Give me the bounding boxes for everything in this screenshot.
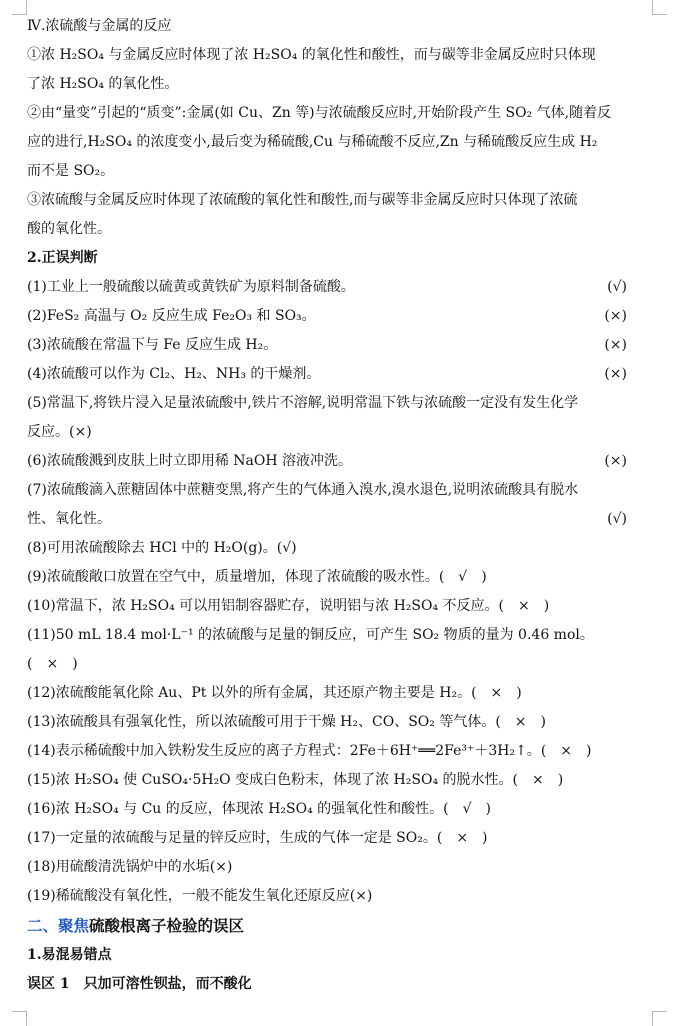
answer-mark: (√) — [607, 279, 627, 295]
line-text: (17)一定量的浓硫酸与足量的锌反应时，生成的气体一定是 SO₂。( × ) — [27, 830, 488, 846]
text-line — [27, 766, 627, 795]
text-line — [27, 273, 627, 302]
text-line — [27, 795, 627, 824]
line-text: (16)浓 H₂SO₄ 与 Cu 的反应，体现浓 H₂SO₄ 的强氧化性和酸性。( √ ) — [27, 801, 492, 817]
line-text: 2.正误判断 — [27, 250, 98, 266]
text-line — [27, 41, 627, 70]
sub-heading: 1.易混易错点 — [27, 947, 112, 963]
line-text: (12)浓硫酸能氧化除 Au、Pt 以外的所有金属，其还原产物主要是 H₂。( × ) — [27, 685, 522, 701]
line-text: 了浓 H₂SO₄ 的氧化性。 — [27, 76, 179, 92]
text-line — [27, 650, 627, 679]
text-line — [27, 505, 627, 534]
line-text: (3)浓硫酸在常温下与 Fe 反应生成 H₂。 — [27, 337, 278, 353]
line-text: 酸的氧化性。 — [27, 221, 111, 237]
crop-mark-top-left — [12, 0, 27, 15]
line-text: (10)常温下，浓 H₂SO₄ 可以用铝制容器贮存，说明铝与浓 H₂SO₄ 不反应。( × ) — [27, 598, 550, 614]
line-text: ( × ) — [27, 656, 78, 672]
text-line — [27, 534, 627, 563]
answer-mark: (×) — [604, 366, 627, 382]
line-text: Ⅳ.浓硫酸与金属的反应 — [27, 18, 172, 34]
text-line — [27, 70, 627, 99]
text-line — [27, 389, 627, 418]
line-text: (1)工业上一般硫酸以硫黄或黄铁矿为原料制备硫酸。 — [27, 279, 355, 295]
line-text: 应的进行,H₂SO₄ 的浓度变小,最后变为稀硫酸,Cu 与稀硫酸不反应,Zn 与稀硫酸反应生成 H₂ — [27, 134, 598, 150]
line-text: (13)浓硫酸具有强氧化性，所以浓硫酸可用于干燥 H₂、CO、SO₂ 等气体。( × ) — [27, 714, 546, 730]
line-text: (2)FeS₂ 高温与 O₂ 反应生成 Fe₂O₃ 和 SO₃。 — [27, 308, 316, 324]
line-text: (6)浓硫酸溅到皮肤上时立即用稀 NaOH 溶液冲洗。 — [27, 453, 353, 469]
answer-mark: (×) — [604, 337, 627, 353]
text-line — [27, 157, 627, 186]
line-text: 性、氧化性。 — [27, 511, 111, 527]
text-line — [27, 360, 627, 389]
crop-mark-top-right — [652, 0, 667, 15]
line-text: 而不是 SO₂。 — [27, 163, 115, 179]
line-text: (8)可用浓硫酸除去 HCl 中的 H₂O(g)。(√) — [27, 540, 297, 556]
document-page — [27, 12, 627, 999]
answer-mark: (×) — [604, 453, 627, 469]
text-line — [27, 679, 627, 708]
text-line — [27, 592, 627, 621]
line-text: ①浓 H₂SO₄ 与金属反应时体现了浓 H₂SO₄ 的氧化性和酸性，而与碳等非金属反应时只体现 — [27, 47, 596, 63]
text-line — [27, 447, 627, 476]
document-body — [27, 12, 627, 911]
section-heading-title: 硫酸根离子检验的误区 — [89, 916, 245, 935]
text-line — [27, 12, 627, 41]
crop-mark-bottom-right — [652, 1011, 667, 1026]
line-text: (11)50 mL 18.4 mol·L⁻¹ 的浓硫酸与足量的铜反应，可产生 SO₂ 物质的量为 0.46 mol。 — [27, 627, 594, 643]
line-text: 反应。(×) — [27, 424, 92, 440]
line-text: (15)浓 H₂SO₄ 使 CuSO₄·5H₂O 变成白色粉末，体现了浓 H₂SO₄ 的脱水性。( × ) — [27, 772, 564, 788]
text-line — [27, 853, 627, 882]
text-line — [27, 563, 627, 592]
line-text: (4)浓硫酸可以作为 Cl₂、H₂、NH₃ 的干燥剂。 — [27, 366, 321, 382]
text-line — [27, 331, 627, 360]
line-text: (5)常温下,将铁片浸入足量浓硫酸中,铁片不溶解,说明常温下铁与浓硫酸一定没有发生化学 — [27, 395, 579, 411]
text-line — [27, 708, 627, 737]
answer-mark: (×) — [604, 308, 627, 324]
section-heading — [27, 911, 627, 941]
line-text: (19)稀硫酸没有氧化性，一般不能发生氧化还原反应(×) — [27, 888, 373, 904]
subsection-heading — [27, 244, 627, 273]
text-line — [27, 418, 627, 447]
text-line — [27, 128, 627, 157]
line-text: (9)浓硫酸敞口放置在空气中，质量增加，体现了浓硫酸的吸水性。( √ ) — [27, 569, 487, 585]
line-text: (14)表示稀硫酸中加入铁粉发生反应的离子方程式：2Fe＋6H⁺══2Fe³⁺＋3H₂↑。( × ) — [27, 743, 592, 759]
error-item-heading: 误区 1 只加可溶性钡盐，而不酸化 — [27, 976, 252, 992]
text-line — [27, 824, 627, 853]
text-line — [27, 621, 627, 650]
text-line — [27, 186, 627, 215]
line-text: ②由“量变”引起的“质变”:金属(如 Cu、Zn 等)与浓硫酸反应时,开始阶段产生 SO₂ 气体,随着反 — [27, 105, 612, 121]
crop-mark-bottom-left — [12, 1011, 27, 1026]
text-line — [27, 99, 627, 128]
line-text: ③浓硫酸与金属反应时体现了浓硫酸的氧化性和酸性,而与碳等非金属反应时只体现了浓硫 — [27, 192, 578, 208]
line-text: (7)浓硫酸滴入蔗糖固体中蔗糖变黑,将产生的气体通入溴水,溴水退色,说明浓硫酸具有脱水 — [27, 482, 579, 498]
text-line — [27, 302, 627, 331]
section-heading-prefix: 二、聚焦 — [27, 916, 90, 935]
text-line — [27, 476, 627, 505]
line-text: (18)用硫酸清洗锅炉中的水垢(×) — [27, 859, 233, 875]
text-line — [27, 737, 627, 766]
text-line — [27, 215, 627, 244]
text-line — [27, 882, 627, 911]
answer-mark: (√) — [607, 511, 627, 527]
